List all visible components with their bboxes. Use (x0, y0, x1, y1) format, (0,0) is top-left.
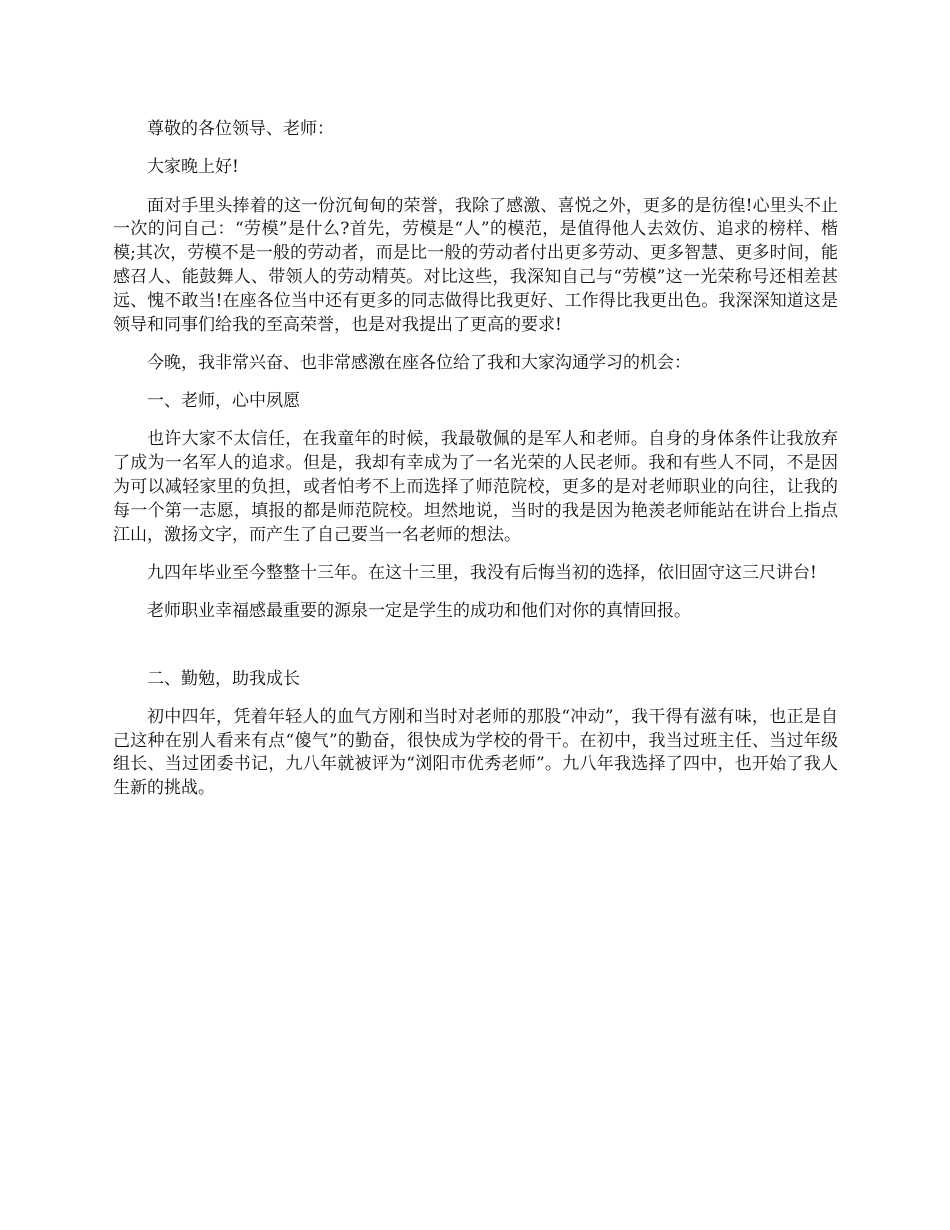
greeting: 大家晚上好! (147, 157, 239, 178)
salutation: 尊敬的各位领导、老师： (147, 119, 334, 139)
body-paragraph: 也许大家不太信任，在我童年的时候，我最敬佩的是军人和老师。自身的身体条件让我放弃了成为一名军人的追求。但是，我却有幸成为了一名光荣的人民老师。我和有些人不同，不是因为可以减轻家里的负担，或者怕考不上而选择了师范院校，更多的是对老师职业的向往，让我的每一个第一志愿，填报的都是师范院校。坦然地说，当时的我是因为艳羡老师能站在讲台上指点江山，激扬文字，而产生了自己要当一名老师的想法。 (113, 429, 838, 545)
section-heading: 二、勤勉，助我成长 (147, 668, 300, 689)
section-heading: 一、老师，心中夙愿 (147, 391, 300, 412)
body-paragraph: 初中四年，凭着年轻人的血气方刚和当时对老师的那股“冲动”，我干得有滋有味，也正是自己这种在别人看来有点“傻气”的勤奋，很快成为学校的骨干。在初中，我当过班主任、当过年级组长、当过团委书记，九八年就被评为“浏阳市优秀老师”。九八年我选择了四中，也开始了我人生新的挑战。 (113, 706, 838, 799)
body-paragraph: 今晚，我非常兴奋、也非常感激在座各位给了我和大家沟通学习的机会： (147, 352, 691, 373)
document-body (113, 118, 838, 816)
body-paragraph: 老师职业幸福感最重要的源泉一定是学生的成功和他们对你的真情回报。 (147, 601, 691, 622)
body-paragraph: 面对手里头捧着的这一份沉甸甸的荣誉，我除了感激、喜悦之外，更多的是彷徨!心里头不止一次的问自己：“劳模”是什么?首先，劳模是“人”的模范，是值得他人去效仿、追求的榜样、楷模;其次，劳模不是一般的劳动者，而是比一般的劳动者付出更多劳动、更多智慧、更多时间，能感召人、能鼓舞人、带领人的劳动精英。对比这些，我深知自己与“劳模”这一光荣称号还相差甚远、愧不敢当!在座各位当中还有更多的同志做得比我更好、工作得比我更出色。我深深知道这是领导和同事们给我的至高荣誉，也是对我提出了更高的要求! (113, 195, 838, 335)
body-paragraph: 九四年毕业至今整整十三年。在这十三里，我没有后悔当初的选择，依旧固守这三尺讲台! (147, 562, 817, 583)
blank-line (113, 639, 838, 668)
